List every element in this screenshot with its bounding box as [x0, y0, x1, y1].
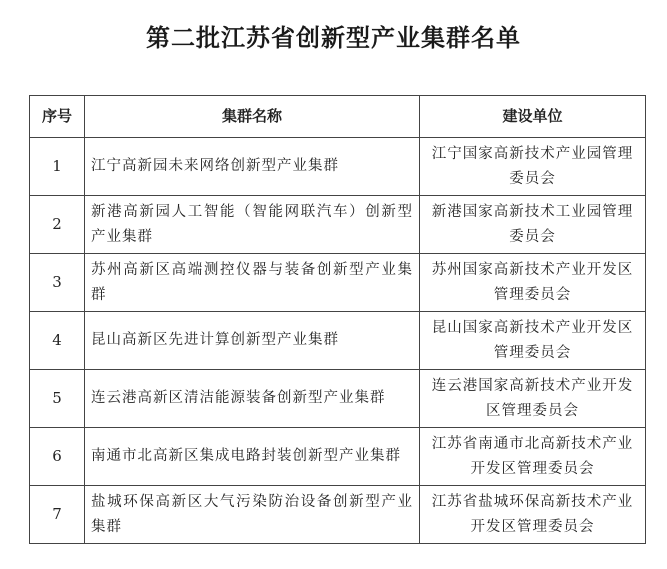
- row-number: 5: [30, 370, 85, 428]
- construction-unit: 江宁国家高新技术产业园管理委员会: [420, 138, 646, 196]
- cluster-name: 苏州高新区高端测控仪器与装备创新型产业集群: [85, 254, 420, 312]
- construction-unit: 苏州国家高新技术产业开发区管理委员会: [420, 254, 646, 312]
- header-number: 序号: [30, 96, 85, 138]
- cluster-name: 盐城环保高新区大气污染防治设备创新型产业集群: [85, 486, 420, 544]
- cluster-name: 新港高新园人工智能（智能网联汽车）创新型产业集群: [85, 196, 420, 254]
- row-number: 4: [30, 312, 85, 370]
- row-number: 6: [30, 428, 85, 486]
- table-row: [30, 486, 646, 544]
- construction-unit: 江苏省盐城环保高新技术产业开发区管理委员会: [420, 486, 646, 544]
- construction-unit: 昆山国家高新技术产业开发区管理委员会: [420, 312, 646, 370]
- table-row: [30, 312, 646, 370]
- row-number: 7: [30, 486, 85, 544]
- cluster-name: 南通市北高新区集成电路封装创新型产业集群: [85, 428, 420, 486]
- construction-unit: 江苏省南通市北高新技术产业开发区管理委员会: [420, 428, 646, 486]
- construction-unit: 连云港国家高新技术产业开发区管理委员会: [420, 370, 646, 428]
- cluster-name: 江宁高新园未来网络创新型产业集群: [85, 138, 420, 196]
- table-row: [30, 254, 646, 312]
- construction-unit: 新港国家高新技术工业园管理委员会: [420, 196, 646, 254]
- row-number: 1: [30, 138, 85, 196]
- table-row: [30, 138, 646, 196]
- row-number: 2: [30, 196, 85, 254]
- page-title: 第二批江苏省创新型产业集群名单: [146, 24, 521, 52]
- cluster-name: 昆山高新区先进计算创新型产业集群: [85, 312, 420, 370]
- table-header-row: [30, 96, 646, 138]
- header-cluster-name: 集群名称: [85, 96, 420, 138]
- table-row: [30, 428, 646, 486]
- cluster-table: [29, 95, 646, 544]
- row-number: 3: [30, 254, 85, 312]
- header-construction-unit: 建设单位: [420, 96, 646, 138]
- cluster-name: 连云港高新区清洁能源装备创新型产业集群: [85, 370, 420, 428]
- table-row: [30, 196, 646, 254]
- table-row: [30, 370, 646, 428]
